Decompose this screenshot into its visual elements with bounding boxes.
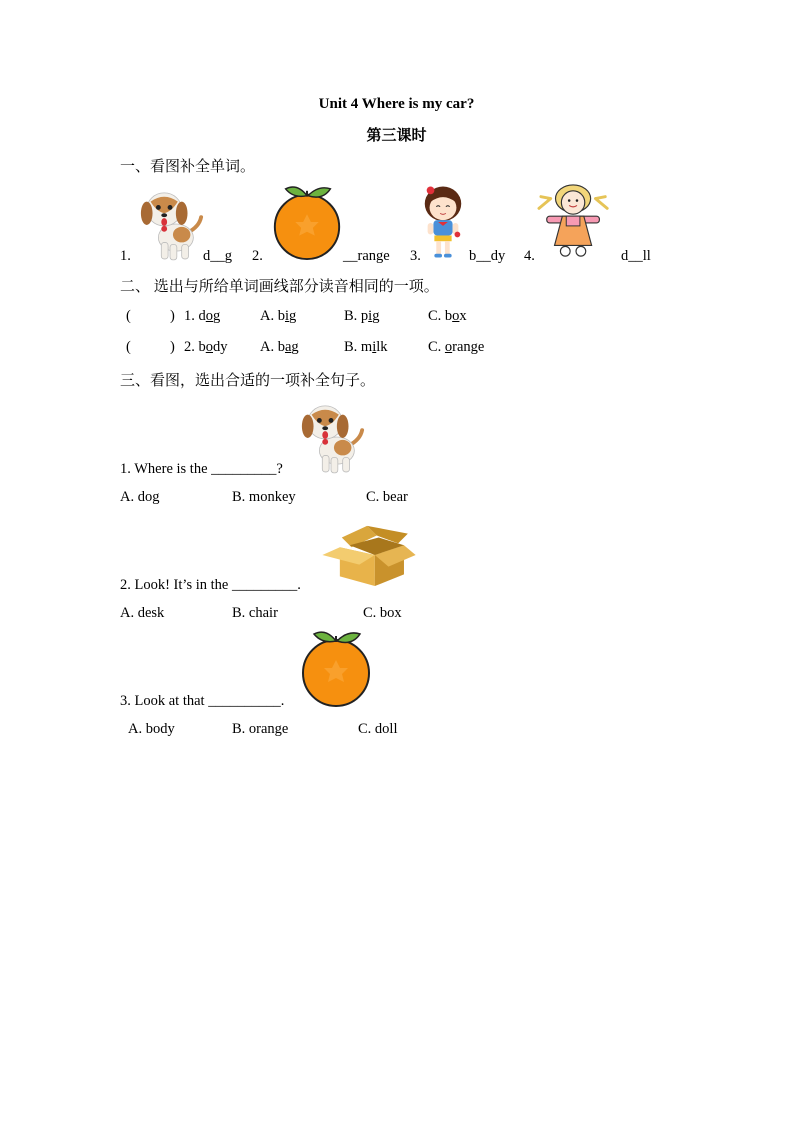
s3-q3-sentence: 3. Look at that __________. [120, 693, 285, 709]
s1-item-2-word: __range [343, 248, 390, 264]
s1-item-4-word: d__ll [621, 248, 651, 264]
s2-q2-option-a: A. bag [260, 339, 299, 355]
orange-icon [268, 183, 346, 261]
section3-heading: 三、看图，选出合适的一项补全句子。 [120, 373, 376, 389]
s3-q1-sentence: 1. Where is the _________? [120, 461, 283, 477]
s3-q1-option-b: B. monkey [232, 489, 296, 505]
s3-q2-option-a: A. desk [120, 605, 165, 621]
s2-q1-option-c: C. box [428, 308, 467, 324]
s3-q3-option-c: C. doll [358, 721, 398, 737]
s1-item-4-num: 4. [524, 248, 535, 264]
s2-q2-word: 2. body [184, 339, 228, 355]
section2-heading: 二、 选出与所给单词画线部分读音相同的一项。 [120, 279, 439, 295]
section1-heading: 一、看图补全单词。 [120, 159, 256, 175]
box-icon [320, 520, 418, 588]
s3-q2-sentence: 2. Look! It’s in the _________. [120, 577, 301, 593]
page-subtitle: 第三课时 [366, 128, 427, 144]
s2-q2-option-b: B. milk [344, 339, 388, 355]
s3-q2-option-b: B. chair [232, 605, 278, 621]
s3-q1-option-a: A. dog [120, 489, 160, 505]
dog-icon [298, 396, 366, 476]
s2-q1-option-b: B. pig [344, 308, 380, 324]
girl-icon [419, 184, 467, 262]
s2-q1-paren-open: ( [126, 308, 131, 324]
s1-item-1-num: 1. [120, 248, 131, 264]
s2-q1-option-a: A. big [260, 308, 297, 324]
s3-q3-option-b: B. orange [232, 721, 289, 737]
s2-q2-paren-open: ( [126, 339, 131, 355]
s1-item-3-word: b__dy [469, 248, 506, 264]
dog-icon [137, 183, 205, 263]
s3-q3-option-a: A. body [128, 721, 175, 737]
s3-q2-option-c: C. box [363, 605, 402, 621]
doll-icon [537, 183, 615, 261]
s2-q1-paren-close: ) [170, 308, 175, 324]
s3-q1-option-c: C. bear [366, 489, 408, 505]
s2-q2-paren-close: ) [170, 339, 175, 355]
s2-q1-word: 1. dog [184, 308, 221, 324]
page-title: Unit 4 Where is my car? [318, 96, 475, 112]
s1-item-3-num: 3. [410, 248, 421, 264]
s1-item-2-num: 2. [252, 248, 263, 264]
s2-q2-option-c: C. orange [428, 339, 485, 355]
s1-item-1-word: d__g [203, 248, 232, 264]
orange-icon [296, 628, 376, 708]
